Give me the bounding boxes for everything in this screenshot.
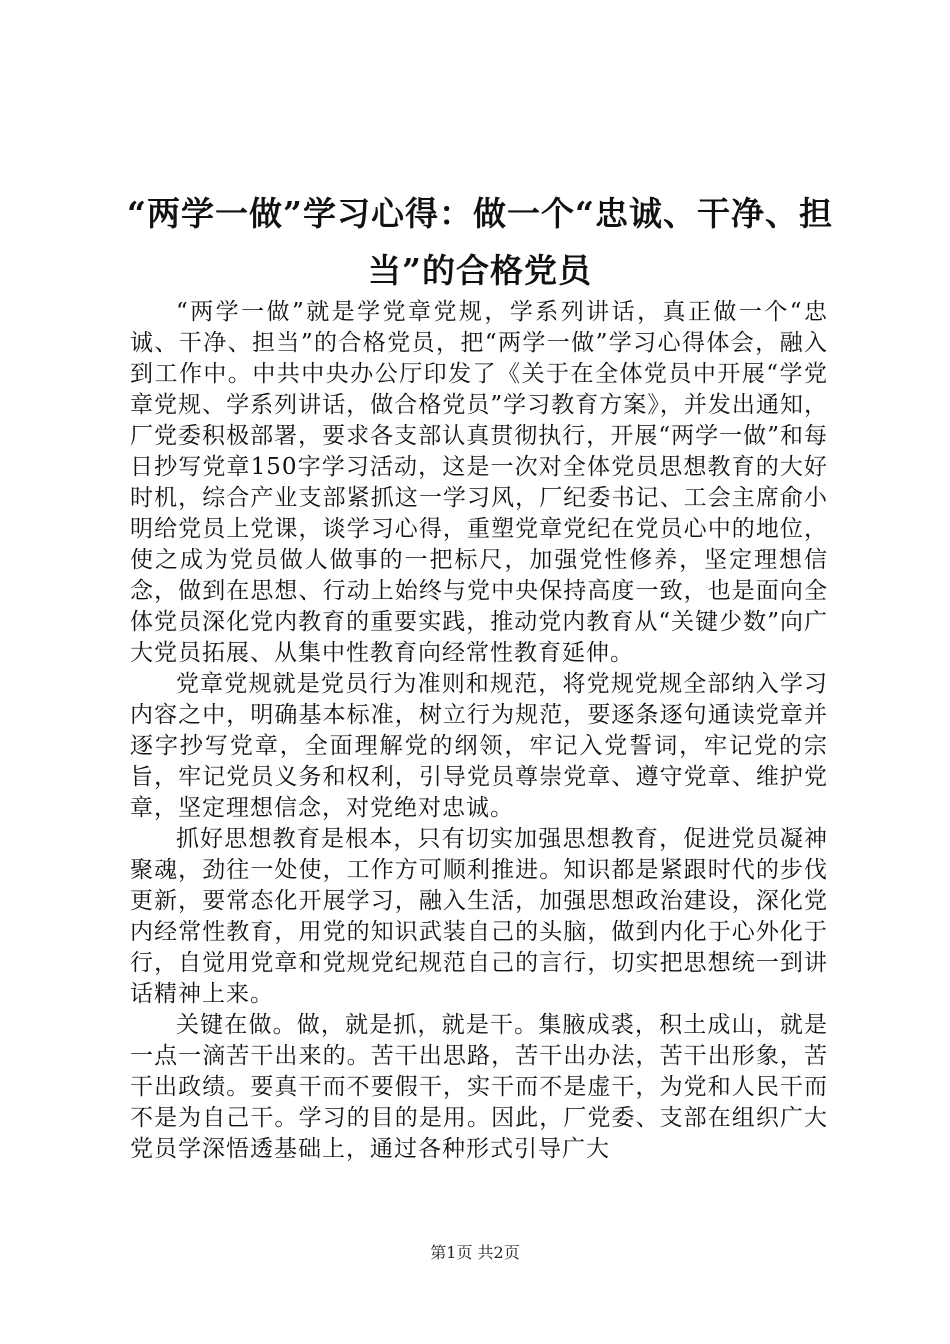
document-body — [130, 297, 828, 1165]
page-number-footer: 第1页 共2页 — [430, 1243, 520, 1262]
paragraph-1: “两学一做”就是学党章党规，学系列讲话，真正做一个“忠诚、干净、担当”的合格党员，把“两学一做”学习心得体会，融入到工作中。中共中央办公厅印发了《关于在全体党员中开展“学党章党规、学系列讲话，做合格党员”学习教育方案》，并发出通知，厂党委积极部署，要求各支部认真贯彻执行，开展“两学一做”和每日抄写党章150字学习活动，这是一次对全体党员思想教育的大好时机，综合产业支部紧抓这一学习风，厂纪委书记、工会主席俞小明给党员上党课，谈学习心得，重塑党章党纪在党员心中的地位，使之成为党员做人做事的一把标尺，加强党性修养，坚定理想信念，做到在思想、行动上始终与党中央保持高度一致，也是面向全体党员深化党内教育的重要实践，推动党内教育从“关键少数”向广大党员拓展、从集中性教育向经常性教育延伸。 — [130, 299, 828, 666]
paragraph-3: 抓好思想教育是根本，只有切实加强思想教育，促进党员凝神聚魂，劲往一处使，工作方可顺利推进。知识都是紧跟时代的步伐更新，要常态化开展学习，融入生活，加强思想政治建设，深化党内经常性教育，用党的知识武装自己的头脑，做到内化于心外化于行，自觉用党章和党规党纪规范自己的言行，切实把思想统一到讲话精神上来。 — [130, 826, 828, 1007]
paragraph-4: 关键在做。做，就是抓，就是干。集腋成裘，积土成山，就是一点一滴苦干出来的。苦干出思路，苦干出办法，苦干出形象，苦干出政绩。要真干而不要假干，实干而不是虚干，为党和人民干而不是为自己干。学习的目的是用。因此，厂党委、支部在组织广大党员学深悟透基础上，通过各种形式引导广大 — [130, 1012, 828, 1162]
paragraph-2: 党章党规就是党员行为准则和规范，将党规党规全部纳入学习内容之中，明确基本标准，树立行为规范，要逐条逐句通读党章并逐字抄写党章，全面理解党的纲领，牢记入党誓词，牢记党的宗旨，牢记党员义务和权利，引导党员尊崇党章、遵守党章、维护党章，坚定理想信念，对党绝对忠诚。 — [130, 671, 828, 821]
document-title: “两学一做”学习心得：做一个“忠诚、干净、担当”的合格党员 — [127, 194, 833, 290]
